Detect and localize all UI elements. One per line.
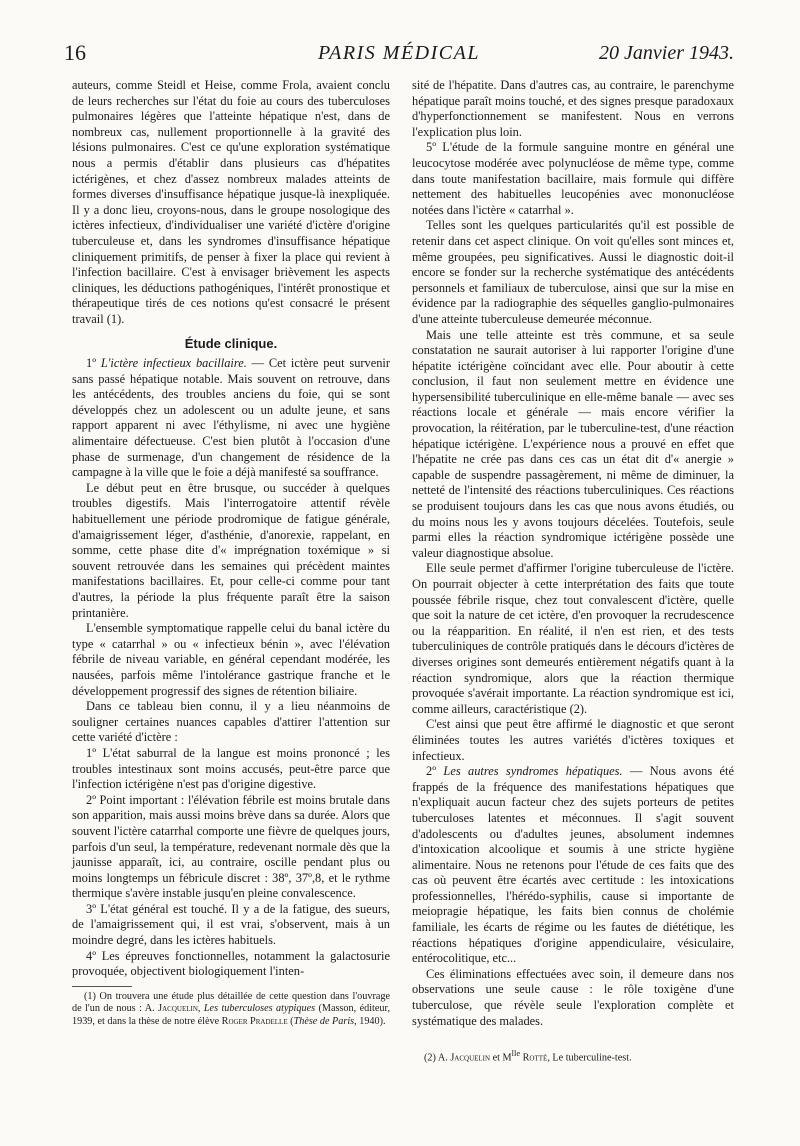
footnote-2 [412,1047,734,1065]
footnote-superscript: lle [511,1048,521,1059]
footnote-author: Jacquelin [158,1003,198,1015]
paragraph-point-2: 2º Point important : l'élévation fébrile est moins brutale dans son apparition, mais aussi moins brève dans sa durée. Alors que souvent l'ictère catarrhal comporte une fièvre de quelques jours, parfois d'un seul, la température, redevenant normale dès que la jaunisse apparaît, ici, au contraire, oscille pendant plus ou moins longtemps un fébricule discret : 38º, 37º,8, et le rythme thermique s'avère instable jusqu'en pleine convalescence. [72,792,390,901]
subsection-title: Les autres syndromes hépatiques. [443,764,623,779]
subsection-title: L'ictère infectieux bacillaire. [100,356,247,371]
paragraph-origine: Elle seule permet d'affirmer l'origine tuberculeuse de l'ictère. On pourrait objecter à cette interprétation des faits que toute poussée fébrile risque, chez tout convalescent d'ictère, quelle que soit la nature de cet ictère, d'en provoquer la recrudescence ou la réapparition. En réalité, il n'en est rien, et des tests tuberculiniques de contrôle pratiqués dans le décours d'ictères de diverses origines sont demeurés entièrement négatifs quant à la réaction syndromique, alors que la réaction thermique provoquée s'avérait importante. La réaction syndromique est ici, comme ailleurs, caractéristique (2). [412,561,734,716]
footnote-text: , [197,1003,204,1015]
paragraph-eliminations: Ces éliminations effectuées avec soin, il demeure dans nos observations une seule cause : le rôle toxigène d'une tuberculose, que révèle seule l'exploration complète et systématique des malades. [412,966,734,1028]
item-number: 1º [86,356,97,371]
paragraph-symptomes: L'ensemble symptomatique rappelle celui du banal ictère du type « catarrhal » ou « infectieux bénin », avec l'élévation fébrile de niveau variable, en général cependant modérée, les nausées, parfois même l'intolérance gastrique franche et le développement progressif des signes de rétention biliaire. [72,621,390,698]
paragraph-text: — Cet ictère peut survenir sans passé hépatique notable. Mais souvent on retrouve, dans les antécédents, des troubles anciens du foie, qui se sont développés chez un adolescent ou un adulte jeune, et sans rapport apparent ni avec l'éthylisme, ni avec une hygiène alimentaire défectueuse. C'est bien plutôt à l'occasion d'une phase de surmenage, d'un changement de résidence de la campagne à la ville que le foie a déjà manifesté sa souffrance. [72,356,390,480]
paragraph-point-1: 1º L'état saburral de la langue est moins prononcé ; les troubles intestinaux sont moins accusés, peut-être parce que l'infection ictérigène n'est pas d'origine digestive. [72,745,390,792]
footnote-author: Jacquelin [450,1052,491,1064]
footnote-text: et M [490,1052,512,1064]
footnote-book-title: Les tuberculoses atypiques [203,1003,316,1015]
footnote-area [412,1047,734,1065]
footnote-author: Rotté [522,1052,548,1064]
footnote-text: (2) A. [424,1052,451,1064]
footnote-student-name: Roger Pradelle [221,1015,288,1027]
footnote-1 [72,991,390,1028]
item-number: 2º [426,764,437,779]
paragraph-continued: sité de l'hépatite. Dans d'autres cas, au contraire, le parenchyme hépatique paraît moins touché, et des signes presque paradoxaux d'hyperfonctionnement se manifestent. Nous en verrons l'explication plus loin. [412,78,734,139]
paragraph-ictere-bacillaire [72,356,390,481]
left-column [72,78,390,1028]
right-column [412,78,734,1065]
footnote-text: , 1940). [354,1015,386,1027]
page-number: 16 [64,40,86,65]
paragraph-point-3: 3º L'état général est touché. Il y a de la fatigue, des sueurs, de l'amaigrissement qui, il est vrai, s'observent, mais à un moindre degré, dans les ictères habituels. [72,901,390,948]
issue-date: 20 Janvier 1943. [599,42,734,64]
paragraph-particularites: Telles sont les quelques particularités qu'il est possible de retenir dans cet aspect clinique. On voit qu'elles sont minces et, même groupées, peu significatives. Aussi le diagnostic doit-il encore se fonder sur la recherche systématique des antécédents personnels et familiaux de tuberculose, ainsi que sur la mise en évidence par la radiographie des séquelles ganglio-pulmonaires d'une atteinte tuberculeuse demeurée méconnue. [412,218,734,326]
paragraph-autres-syndromes [412,764,734,967]
paragraph-point-5: 5º L'étude de la formule sanguine montre en général une leucocytose modérée avec polynucléose de même type, comme dans toute manifestation bacillaire, mais formule qui diffère nettement des habituelles leucopénies avec mononucléose notées dans l'ictère « catarrhal ». [412,140,734,217]
footnote-text: ( [287,1015,294,1027]
paragraph-debut: Le début peut en être brusque, ou succéder à quelques troubles digestifs. Mais l'interrogatoire attentif révèle habituellement une période prodromique de fatigue générale, d'amaigrissement léger, d'asthénie, d'anorexie, rappelant, en somme, cette phase dite d'« imprégnation toxémique » si souvent retrouvée dans les semaines qui précèdent maintes manifestations bacillaires. Et, pour celle-ci comme pour tant d'autres, la période la plus fréquente paraît être la saison printanière. [72,480,390,620]
journal-title: PARIS MÉDICAL [318,42,480,64]
footnote-text: , Le tuberculine-test. [547,1052,632,1064]
paragraph-point-4: 4º Les épreuves fonctionnelles, notamment la galactosurie provoquée, objectivent biologiquement l'inten- [72,948,390,979]
paragraph-text: — Nous avons été frappés de la fréquence des manifestations hépatiques que n'expliquait aucun facteur chez des sujets porteurs de petites tuberculoses latentes et méconnues. Il s'agit souvent d'adolescents ou d'adultes jeunes, absolument indemnes d'intoxication alcoolique et soumis à une stricte hygiène alimentaire. Nous ne retenons pour l'étude de ces faits que des cas où peuvent être écartés avec certitude : les intoxications professionnelles, l'hérédo-syphilis, cause si importante de meiopragie hépatique, les faits bien connus de cholémie familiale, les écarts de régime ou les fautes de diététique, les réactions hépatiques d'origine appendiculaire, vésiculaire, entérocolitique, etc... [412,764,734,966]
paragraph-tuberculine-test: Mais une telle atteinte est très commune, et sa seule constatation ne saurait autoriser à lui rapporter l'origine d'une hépatite ictérigène coïncidant avec elle. Pour aboutir à cette conclusion, il faut non seulement mettre en évidence une hypersensibilité tuberculinique en elle-même banale — avec ses réactions locale et générale — mais encore vérifier la provocation, la réitération, par le tuberculine-test, d'une réaction hépatique ictérigène. L'expérience nous a prouvé en effet que l'hépatite ne crée pas dans ces cas un état dit d'« anergie » capable de suspendre passagèrement, ni même de diminuer, la netteté de l'intensité des réactions tuberculiniques. Ces réactions se produisent toujours dans les cas que nous avons étudiés, ou du moins nous les y avons toujours décelées. Toutefois, seule parmi elles la réaction syndromique ictérigène possède une valeur diagnostique absolue. [412,327,734,560]
footnote-text: (Masson, éditeur, 1939, et dans la thèse de notre élève [72,1003,390,1027]
paragraph-nuances: Dans ce tableau bien connu, il y a lieu néanmoins de souligner certaines nuances capables d'attirer l'attention sur cette variété d'ictère : [72,699,390,745]
intro-paragraph: auteurs, comme Steidl et Heise, comme Frola, avaient conclu de leurs recherches sur l'état du foie au cours des tuberculoses pulmonaires légères que l'atteinte hépatique n'est, dans de nombreux cas, nullement proportionnelle à la gravité des lésions pulmonaires. C'est ce qu'une exploration systématique nous a permis d'établir dans plusieurs cas d'hépatites ictérigènes, et chez d'assez nombreux malades atteints de formes diverses d'insuffisance hépatique jusque-là inexpliquée. Il y a donc lieu, croyons-nous, dans le groupe nosologique des ictères infectieux, d'individualiser une variété d'ictère d'origine tuberculeuse et, dans les syndromes d'insuffisance hépatique cliniquement primitifs, de penser à fixer la place qui revient à l'infection bacillaire. C'est à envisager brièvement les aspects cliniques, les déductions pathogéniques, l'intérêt pronostique et thérapeutique tirés de ces notions qu'est consacré le présent travail (1). [72,78,390,326]
running-header [64,40,734,72]
paragraph-diagnostic: C'est ainsi que peut être affirmé le diagnostic et que seront éliminées toutes les autres variétés d'ictères toxiques et infectieux. [412,717,734,763]
section-heading: Étude clinique. [184,335,278,351]
footnote-text: (1) On trouvera une étude plus détaillée de cette question dans l'ouvrage de l'un de nous : A. [72,990,390,1015]
footnote-thesis: Thèse de Paris [293,1015,355,1027]
footnote-divider [72,986,132,987]
